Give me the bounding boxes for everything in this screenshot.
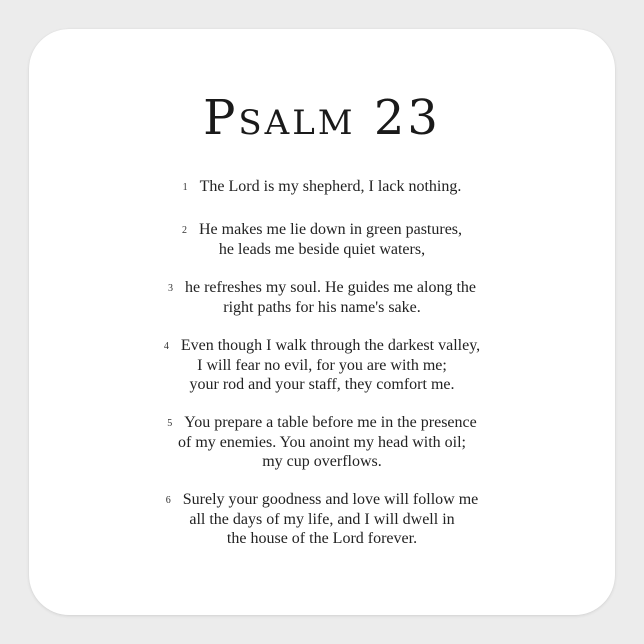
- verse-5: [0, 413, 644, 471]
- verse-line: the house of the Lord forever.: [226, 530, 418, 547]
- verse-2: [0, 220, 644, 259]
- verse-line: my cup overflows.: [262, 453, 382, 470]
- verse-1: [0, 177, 644, 197]
- verse-text: Surely your goodness and love will follow me: [182, 491, 479, 508]
- verse-number: 5: [167, 418, 173, 429]
- verse-line: right paths for his name's sake.: [223, 299, 421, 316]
- verse-4: [0, 336, 644, 394]
- verse-number: 1: [182, 182, 188, 193]
- verse-line: of my enemies. You anoint my head with oil;: [178, 434, 466, 451]
- verse-line: [0, 278, 644, 298]
- verse-text: He makes me lie down in green pastures,: [198, 221, 463, 238]
- verse-line: [0, 220, 644, 240]
- verse-text: he refreshes my soul. He guides me along the: [184, 279, 477, 296]
- verse-line: all the days of my life, and I will dwell in: [189, 511, 455, 528]
- verse-line: I will fear no evil, for you are with me;: [197, 357, 447, 374]
- verse-6: [0, 490, 644, 548]
- page-title: Psalm 23: [203, 90, 441, 146]
- verse-line: he leads me beside quiet waters,: [218, 241, 426, 258]
- verse-text: You prepare a table before me in the presence: [184, 414, 477, 431]
- verse-line: your rod and your staff, they comfort me.: [189, 376, 455, 393]
- verse-text: The Lord is my shepherd, I lack nothing.: [199, 178, 462, 195]
- verse-line: [0, 413, 644, 433]
- verse-3: [0, 278, 644, 317]
- verse-line: [0, 177, 644, 197]
- verse-number: 4: [163, 341, 169, 352]
- verse-text: Even though I walk through the darkest valley,: [180, 337, 481, 354]
- verse-line: [0, 490, 644, 510]
- verse-number: 6: [165, 495, 171, 506]
- verse-line: [0, 336, 644, 356]
- verse-number: 3: [167, 283, 173, 294]
- verse-number: 2: [181, 225, 187, 236]
